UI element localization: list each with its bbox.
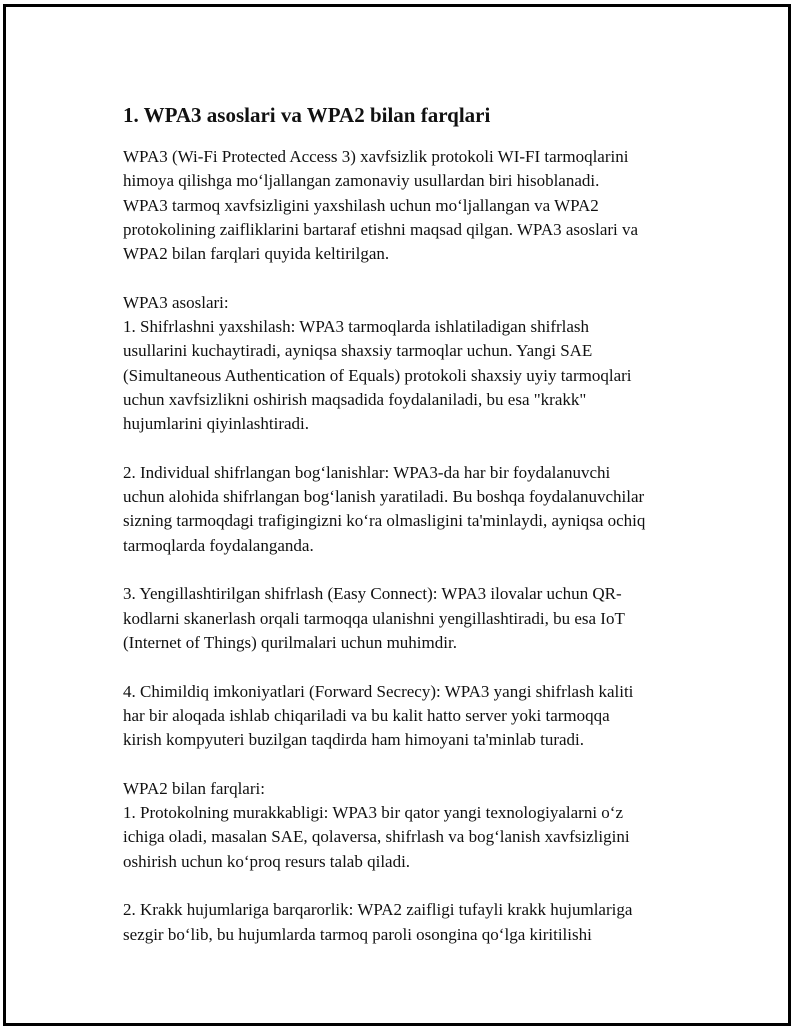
section-heading: 1. WPA3 asoslari va WPA2 bilan farqlari — [123, 103, 491, 127]
text-line: sizning tarmoqdagi trafigingizni ko‘ra olmasligini ta'minlaydi, ayniqsa ochiq — [123, 511, 646, 531]
text-line: (Simultaneous Authentication of Equals) protokoli shaxsiy uyiy tarmoqlari — [123, 365, 632, 385]
page-frame — [3, 4, 791, 1026]
paragraph-spacer — [123, 437, 693, 461]
text-line: har bir aloqada ishlab chiqariladi va bu kalit hatto server yoki tarmoqqa — [123, 705, 610, 725]
text-line: 1. Protokolning murakkabligi: WPA3 bir qator yangi texnologiyalarni o‘z — [123, 803, 624, 823]
text-line: 4. Chimildiq imkoniyatlari (Forward Secrecy): WPA3 yangi shifrlash kaliti — [123, 681, 634, 701]
paragraph-spacer — [123, 655, 693, 679]
paragraph-intro — [123, 145, 693, 266]
text-line: WPA3 asoslari: — [123, 292, 229, 312]
text-line: tarmoqlarda foydalanganda. — [123, 535, 314, 555]
text-line: 2. Individual shifrlangan bog‘lanishlar: WPA3-da har bir foydalanuvchi — [123, 462, 611, 482]
text-line: sezgir bo‘lib, bu hujumlarda tarmoq paroli osongina qo‘lga kiritilishi — [123, 924, 592, 944]
text-line: 3. Yengillashtirilgan shifrlash (Easy Connect): WPA3 ilovalar uchun QR- — [123, 584, 622, 604]
paragraph-forward-secrecy — [123, 680, 693, 753]
text-line: (Internet of Things) qurilmalari uchun muhimdir. — [123, 632, 457, 652]
paragraph-krack-resistance — [123, 898, 693, 947]
text-line: 1. Shifrlashni yaxshilash: WPA3 tarmoqlarda ishlatiladigan shifrlash — [123, 317, 590, 337]
text-line: kirish kompyuteri buzilgan taqdirda ham himoyani ta'minlab turadi. — [123, 730, 585, 750]
paragraph-spacer — [123, 752, 693, 776]
paragraph-spacer — [123, 558, 693, 582]
text-line: uchun alohida shifrlangan bog‘lanish yaratiladi. Bu boshqa foydalanuvchilar — [123, 487, 645, 507]
paragraph-individual-encryption — [123, 461, 693, 558]
text-line: uchun xavfsizlikni oshirish maqsadida foydalaniladi, bu esa "krakk" — [123, 389, 587, 409]
text-line: WPA2 bilan farqlari: — [123, 778, 265, 798]
text-line: hujumlarini qiyinlashtiradi. — [123, 414, 310, 434]
text-line: WPA3 (Wi-Fi Protected Access 3) xavfsizlik protokoli WI-FI tarmoqlarini — [123, 147, 629, 166]
text-line: oshirish uchun ko‘proq resurs talab qiladi. — [123, 851, 411, 871]
text-line: ichiga oladi, masalan SAE, qolaversa, shifrlash va bog‘lanish xavfsizligini — [123, 827, 630, 847]
text-line: himoya qilishga mo‘ljallangan zamonaviy usullardan biri hisoblanadi. — [123, 171, 600, 191]
paragraph-spacer — [123, 874, 693, 898]
text-line: 2. Krakk hujumlariga barqarorlik: WPA2 zaifligi tufayli krakk hujumlariga — [123, 900, 633, 920]
text-line: WPA3 tarmoq xavfsizligini yaxshilash uchun mo‘ljallangan va WPA2 — [123, 195, 599, 215]
text-line: WPA2 bilan farqlari quyida keltirilgan. — [123, 244, 390, 264]
paragraph-spacer — [123, 266, 693, 290]
paragraph-wpa2-differences — [123, 777, 693, 874]
text-line: usullarini kuchaytiradi, ayniqsa shaxsiy tarmoqlar uchun. Yangi SAE — [123, 341, 593, 361]
paragraph-easy-connect — [123, 582, 693, 655]
document-body — [123, 102, 693, 947]
paragraph-wpa3-basics — [123, 291, 693, 437]
text-line: protokolining zaifliklarini bartaraf etishni maqsad qilgan. WPA3 asoslari va — [123, 219, 639, 239]
text-line: kodlarni skanerlash orqali tarmoqqa ulanishni yengillashtiradi, bu esa IoT — [123, 608, 625, 628]
